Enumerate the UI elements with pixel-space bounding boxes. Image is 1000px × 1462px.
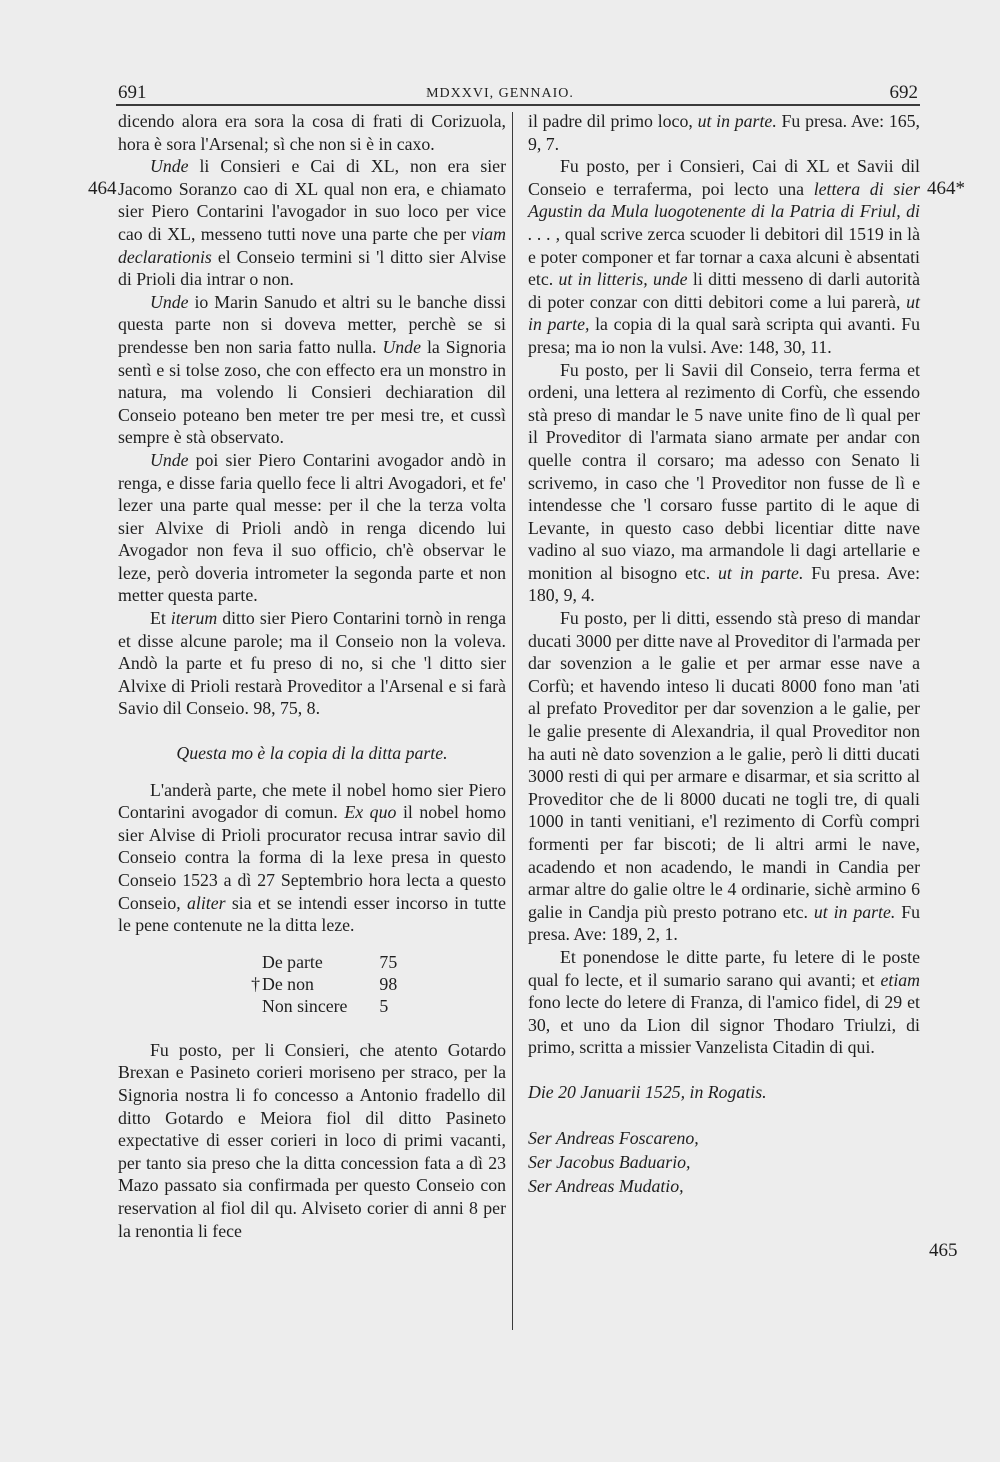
right-column	[528, 110, 920, 1198]
emphasis: ut in parte.	[718, 562, 804, 583]
paragraph: Et iterum ditto sier Piero Contarini tornò in renga et disse alcune parole; ma il Conseio non la voleva. Andò la parte et fu preso di no, si che 'l ditto sier Alvixe di Prioli restarà Proveditor a l'Arsenal e si farà Savio dil Conseio. 98, 75, 8.	[118, 608, 506, 719]
page-number-left: 691	[118, 82, 147, 103]
paragraph: Fu posto, per li Consieri, che atento Gotardo Brexan e Pasineto corieri moriseno per straco, per la Signoria nostra li fo concesso a Antonio fradello dil ditto Gotardo e Meiora fiol dil ditto Pasineto expectative di esser corieri in loco di primi vacanti, per tanto sia preso che la ditta concession fata a dì 23 Mazo passato sia confirmada per questo Conseio con reservation al fiol dil qu. Alviseto corier di anni 8 per la renontia li fece	[118, 1039, 506, 1241]
emphasis: lettera di sier Agustin da Mula luogotenente di la Patria di Friul, di . . . ,	[528, 178, 920, 244]
session-heading: Die 20 Januarii 1525, in Rogatis.	[528, 1081, 767, 1102]
emphasis: Ex quo	[344, 802, 397, 823]
emphasis: ut in parte.	[813, 901, 896, 922]
emphasis: aliter	[187, 892, 226, 913]
paragraph: L'anderà parte, che mete il nobel homo sier Piero Contarini avogador di comun. Ex quo il nobel homo sier Alvise di Prioli procurator recusa intrar savio dil Conseio contra la forma di la lexe presa in questo Conseio 1523 a dì 27 Septembrio hora lecta a questo Conseio, aliter sia et se intendi esser incorso in tutte le pene contenute ne la ditta leze.	[118, 779, 506, 936]
margin-note-left: 464	[88, 178, 117, 199]
paragraph: Unde io Marin Sanudo et altri su le banche dissi questa parte non si doveva metter, perchè se si prendesse ben non saria fatto nulla. Unde la Signoria sentì e si tolse zoso, che con effecto era un monstro in natura, ma volendo li Consieri dechiaration dil Conseio poteano ben meter tre per mesi tre, et cussì sempre è stà observato.	[118, 291, 507, 448]
signatory: Ser Andreas Mudatio,	[528, 1175, 684, 1196]
paragraph: Unde li Consieri e Cai di XL, non era sier Jacomo Soranzo cao di XL qual non era, e chiamato sier Piero Contarini l'avogador in suo loco per vice cao di XL, messeno tutti nove una parte che per viam declarationis el Conseio termini si 'l ditto sier Alvise di Prioli dia intrar o non.	[118, 156, 506, 290]
paragraph: Fu posto, per li ditti, essendo stà preso di mandar ducati 3000 per ditte nave al Proveditor di l'armada per dar sovenzion a le galie et per armar esse nave a Corfù; et havendo inteso li ducati 8000 fono man 'ati al prefato Proveditor per dar sovenzion a le galie, per le galie presente di Alexandria, il qual Proveditor non ha auti nè dato sovenzion a le galie, però li ditti ducati 3000 resti di qui per armare e disarmar, et sia scritto al Proveditor che de li 8000 ducati ne togli tre, di quali 1000 in tanti venitiani, e'l rezimento di Corfù compri formenti per far biscoti; de li altri armi le nave, acadendo et non acadendo, le mandi in Candia per armar altre do galie oltre le 4 ordinarie, sichè armino 6 galie in Candja più presto potrano etc. ut in parte. Fu presa. Ave: 189, 2, 1.	[528, 608, 921, 945]
running-title: MDXXVI, GENNAIO.	[426, 86, 574, 101]
paragraph: Et ponendose le ditte parte, fu letere di le poste qual fo lecte, et il sumario sarano qui avanti; et etiam fono lecte do letere di Franza, di l'amico fidel, di 29 et 30, et uno da Lion dil signor Thodaro Triulzi, di primo, scritta a missier Vanzelista Citadin di qui.	[528, 946, 920, 1058]
page-number-right: 692	[889, 82, 918, 103]
emphasis: viam declarationis	[118, 223, 506, 267]
emphasis: ut in litteris, unde	[558, 269, 688, 290]
emphasis: Unde	[150, 291, 189, 312]
emphasis: iterum	[170, 608, 218, 629]
signatory: Ser Jacobus Baduario,	[528, 1151, 691, 1172]
section-heading: Questa mo è la copia di la ditta parte.	[176, 743, 448, 764]
paragraph: Unde poi sier Piero Contarini avogador andò in renga, e disse faria quello fece li altri Avogadori, et fe' lezer una parte qual messe: per il che la terza volta sier Alvixe di Prioli andò in renga dicendo lui Avogador non feva il suo officio, ch'è observar le leze, però doveria intrometer la segonda parte et non metter questa parte.	[118, 449, 506, 606]
left-column	[118, 110, 506, 1242]
vote-row: Non sincere 5	[262, 995, 389, 1016]
margin-note-right: 464*	[927, 178, 965, 199]
paragraph: il padre dil primo loco, ut in parte. Fu presa. Ave: 165, 9, 7.	[528, 111, 920, 154]
vote-row: † De non 98	[248, 973, 405, 995]
emphasis: Unde	[150, 449, 189, 470]
emphasis: ut in parte.	[697, 111, 777, 131]
vote-table	[248, 951, 405, 1017]
emphasis: Unde	[382, 336, 421, 357]
paragraph: Fu posto, per li Savii dil Conseio, terra ferma et ordeni, una lettera al rezimento di Corfù, che essendo stà preso di mandar le 5 nave unite fino de lì qual per il Proveditor di l'armata siano armate per andar con quelle contra il corsaro; ma adesso con Senato li scrivemo, in caso che 'l Proveditor non fusse de lì e intendesse che 'l corsaro fusse partito di le aque di Levante, in questo caso debbi licentiar ditte nave vadino al suo viazo, ma armandole li dagi artellarie e monition al bisogno etc. ut in parte. Fu presa. Ave: 180, 9, 4.	[528, 359, 921, 606]
emphasis: Unde	[150, 156, 189, 177]
paragraph: Fu posto, per i Consieri, Cai di XL et Savii dil Conseio e terraferma, poi lecto una lettera di sier Agustin da Mula luogotenente di la Patria di Friul, di . . . , qual scrive zerca scuoder li debitori dil 1519 in là e poter componer et far tornar a caxa alcuni è absentati etc. ut in litteris, unde li ditti messeno di darli autorità di poter conzar con ditti debitori come a lui parerà, ut in parte, la copia di la qual sarà scripta qui avanti. Fu presa; ma io non la vulsi. Ave: 148, 30, 11.	[528, 156, 920, 357]
paragraph: dicendo alora era sora la cosa di frati di Corizuola, hora è sora l'Arsenal; sì che non si è in caxo.	[118, 111, 506, 154]
signatory: Ser Andreas Foscareno,	[528, 1127, 699, 1148]
emphasis: etiam	[880, 969, 920, 990]
vote-row: De parte 75	[262, 951, 398, 972]
column-divider	[512, 112, 513, 1330]
dagger-mark: †	[251, 973, 260, 994]
margin-note-right-bottom: 465	[929, 1240, 958, 1261]
emphasis: ut in parte,	[528, 291, 920, 335]
header-rule	[116, 104, 920, 106]
